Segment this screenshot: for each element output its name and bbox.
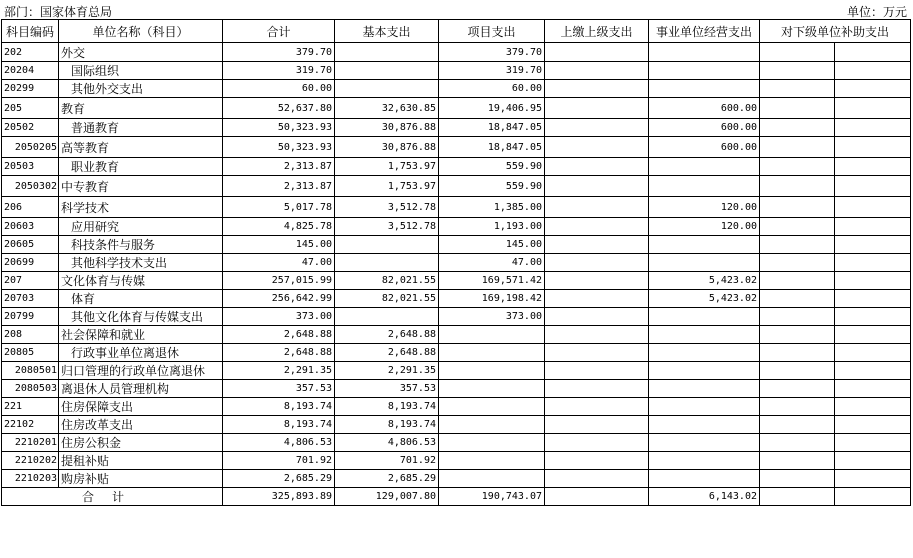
cell-code: 205 xyxy=(2,98,59,119)
cell-subsidy xyxy=(760,137,835,158)
cell-subsidy xyxy=(760,344,835,362)
cell-basic: 3,512.78 xyxy=(335,218,439,236)
cell-subsidy xyxy=(760,254,835,272)
cell-subsidy xyxy=(760,380,835,398)
cell-project: 319.70 xyxy=(439,62,545,80)
cell-project: 145.00 xyxy=(439,236,545,254)
cell-subsidy xyxy=(760,308,835,326)
cell-name: 其他文化体育与传媒支出 xyxy=(59,308,223,326)
cell-subsidy xyxy=(760,434,835,452)
cell-code: 20805 xyxy=(2,344,59,362)
cell-upper xyxy=(545,416,649,434)
cell-upper xyxy=(545,290,649,308)
cell-subsidy xyxy=(835,137,911,158)
cell-project: 559.90 xyxy=(439,176,545,197)
cell-upper xyxy=(545,362,649,380)
cell-code: 208 xyxy=(2,326,59,344)
table-row xyxy=(2,218,911,236)
cell-basic: 30,876.88 xyxy=(335,137,439,158)
cell-total: 5,017.78 xyxy=(223,197,335,218)
cell-upper xyxy=(545,218,649,236)
cell-total: 2,313.87 xyxy=(223,158,335,176)
cell-business xyxy=(649,470,760,488)
cell-project: 47.00 xyxy=(439,254,545,272)
table-row xyxy=(2,470,911,488)
cell-business: 5,423.02 xyxy=(649,290,760,308)
cell-project xyxy=(439,362,545,380)
table-row xyxy=(2,398,911,416)
cell-project: 379.70 xyxy=(439,43,545,62)
cell-subsidy xyxy=(760,176,835,197)
cell-basic: 1,753.97 xyxy=(335,158,439,176)
cell-subsidy xyxy=(835,362,911,380)
cell-subsidy xyxy=(760,197,835,218)
cell-subsidy xyxy=(835,380,911,398)
cell-subsidy xyxy=(835,272,911,290)
cell-business: 600.00 xyxy=(649,98,760,119)
cell-upper xyxy=(545,98,649,119)
cell-total: 257,015.99 xyxy=(223,272,335,290)
cell-total: 47.00 xyxy=(223,254,335,272)
cell-total: 50,323.93 xyxy=(223,137,335,158)
table-row xyxy=(2,197,911,218)
cell-upper xyxy=(545,254,649,272)
cell-business xyxy=(649,62,760,80)
cell-subsidy xyxy=(760,416,835,434)
cell-code: 207 xyxy=(2,272,59,290)
cell-total: 145.00 xyxy=(223,236,335,254)
table-row xyxy=(2,80,911,98)
col-header-code: 科目编码 xyxy=(2,20,59,43)
cell-total: 319.70 xyxy=(223,62,335,80)
cell-name: 科技条件与服务 xyxy=(59,236,223,254)
cell-name: 职业教育 xyxy=(59,158,223,176)
cell-name: 国际组织 xyxy=(59,62,223,80)
cell-project xyxy=(439,344,545,362)
cell-basic xyxy=(335,254,439,272)
cell-basic: 82,021.55 xyxy=(335,290,439,308)
cell-subsidy xyxy=(835,326,911,344)
table-row xyxy=(2,380,911,398)
table-header-row xyxy=(2,20,911,43)
cell-project: 559.90 xyxy=(439,158,545,176)
cell-code: 221 xyxy=(2,398,59,416)
totals-subsidy xyxy=(835,488,911,506)
cell-upper xyxy=(545,272,649,290)
table-row xyxy=(2,176,911,197)
cell-project: 169,571.42 xyxy=(439,272,545,290)
unit-label: 单位：万元 xyxy=(846,5,907,19)
col-header-project: 项目支出 xyxy=(439,20,545,43)
cell-code: 20703 xyxy=(2,290,59,308)
cell-name: 中专教育 xyxy=(59,176,223,197)
cell-subsidy xyxy=(760,236,835,254)
cell-subsidy xyxy=(835,416,911,434)
cell-business xyxy=(649,158,760,176)
totals-row xyxy=(2,488,911,506)
totals-label: 合计 xyxy=(2,488,223,506)
cell-project: 18,847.05 xyxy=(439,137,545,158)
cell-subsidy xyxy=(835,452,911,470)
table-row xyxy=(2,344,911,362)
cell-code: 22102 xyxy=(2,416,59,434)
cell-subsidy xyxy=(760,218,835,236)
cell-total: 373.00 xyxy=(223,308,335,326)
cell-total: 2,291.35 xyxy=(223,362,335,380)
cell-subsidy xyxy=(760,470,835,488)
totals-basic: 129,007.80 xyxy=(335,488,439,506)
cell-subsidy xyxy=(835,197,911,218)
report-header xyxy=(0,0,913,20)
cell-subsidy xyxy=(835,398,911,416)
cell-name: 住房公积金 xyxy=(59,434,223,452)
table-row xyxy=(2,254,911,272)
cell-business xyxy=(649,398,760,416)
cell-total: 2,313.87 xyxy=(223,176,335,197)
cell-business xyxy=(649,308,760,326)
cell-code: 20605 xyxy=(2,236,59,254)
cell-business xyxy=(649,326,760,344)
cell-project xyxy=(439,398,545,416)
cell-subsidy xyxy=(760,158,835,176)
cell-total: 4,806.53 xyxy=(223,434,335,452)
cell-subsidy xyxy=(760,272,835,290)
cell-business xyxy=(649,80,760,98)
cell-project xyxy=(439,416,545,434)
cell-name: 归口管理的行政单位离退休 xyxy=(59,362,223,380)
cell-name: 提租补贴 xyxy=(59,452,223,470)
cell-subsidy xyxy=(835,434,911,452)
col-header-total: 合计 xyxy=(223,20,335,43)
cell-business: 120.00 xyxy=(649,218,760,236)
cell-business: 5,423.02 xyxy=(649,272,760,290)
cell-name: 普通教育 xyxy=(59,119,223,137)
cell-total: 256,642.99 xyxy=(223,290,335,308)
cell-subsidy xyxy=(760,290,835,308)
cell-subsidy xyxy=(835,80,911,98)
col-header-basic: 基本支出 xyxy=(335,20,439,43)
col-header-upper: 上缴上级支出 xyxy=(545,20,649,43)
cell-code: 2050302 xyxy=(2,176,59,197)
cell-basic: 701.92 xyxy=(335,452,439,470)
cell-basic: 2,685.29 xyxy=(335,470,439,488)
cell-project: 19,406.95 xyxy=(439,98,545,119)
cell-subsidy xyxy=(835,158,911,176)
cell-basic: 3,512.78 xyxy=(335,197,439,218)
cell-name: 应用研究 xyxy=(59,218,223,236)
cell-project: 373.00 xyxy=(439,308,545,326)
cell-basic xyxy=(335,308,439,326)
cell-code: 20603 xyxy=(2,218,59,236)
cell-basic: 8,193.74 xyxy=(335,398,439,416)
cell-basic: 2,648.88 xyxy=(335,326,439,344)
cell-subsidy xyxy=(835,254,911,272)
table-row xyxy=(2,308,911,326)
cell-name: 其他科学技术支出 xyxy=(59,254,223,272)
cell-basic: 82,021.55 xyxy=(335,272,439,290)
cell-upper xyxy=(545,326,649,344)
cell-subsidy xyxy=(835,98,911,119)
cell-business xyxy=(649,380,760,398)
cell-upper xyxy=(545,176,649,197)
cell-name: 购房补贴 xyxy=(59,470,223,488)
col-header-business: 事业单位经营支出 xyxy=(649,20,760,43)
cell-subsidy xyxy=(760,80,835,98)
cell-name: 住房改革支出 xyxy=(59,416,223,434)
cell-subsidy xyxy=(835,218,911,236)
cell-name: 住房保障支出 xyxy=(59,398,223,416)
cell-project xyxy=(439,452,545,470)
cell-total: 2,648.88 xyxy=(223,326,335,344)
cell-project xyxy=(439,470,545,488)
cell-subsidy xyxy=(760,326,835,344)
totals-upper xyxy=(545,488,649,506)
cell-upper xyxy=(545,236,649,254)
cell-subsidy xyxy=(835,176,911,197)
cell-basic: 32,630.85 xyxy=(335,98,439,119)
cell-name: 科学技术 xyxy=(59,197,223,218)
table-row xyxy=(2,98,911,119)
table-row xyxy=(2,434,911,452)
cell-subsidy xyxy=(835,470,911,488)
cell-project: 1,193.00 xyxy=(439,218,545,236)
cell-subsidy xyxy=(760,62,835,80)
cell-code: 20299 xyxy=(2,80,59,98)
cell-upper xyxy=(545,158,649,176)
cell-upper xyxy=(545,344,649,362)
table-row xyxy=(2,137,911,158)
cell-subsidy xyxy=(835,62,911,80)
cell-total: 8,193.74 xyxy=(223,398,335,416)
cell-upper xyxy=(545,80,649,98)
cell-total: 2,685.29 xyxy=(223,470,335,488)
cell-code: 206 xyxy=(2,197,59,218)
cell-name: 行政事业单位离退休 xyxy=(59,344,223,362)
cell-code: 2080501 xyxy=(2,362,59,380)
cell-project: 169,198.42 xyxy=(439,290,545,308)
table-row xyxy=(2,119,911,137)
cell-business xyxy=(649,416,760,434)
totals-business: 6,143.02 xyxy=(649,488,760,506)
cell-total: 379.70 xyxy=(223,43,335,62)
cell-business xyxy=(649,176,760,197)
cell-business xyxy=(649,434,760,452)
cell-business xyxy=(649,344,760,362)
cell-basic xyxy=(335,62,439,80)
table-row xyxy=(2,62,911,80)
cell-project: 18,847.05 xyxy=(439,119,545,137)
cell-upper xyxy=(545,398,649,416)
cell-upper xyxy=(545,137,649,158)
cell-code: 20699 xyxy=(2,254,59,272)
cell-subsidy xyxy=(835,308,911,326)
cell-code: 20799 xyxy=(2,308,59,326)
department-label: 部门：国家体育总局 xyxy=(4,5,113,19)
cell-basic xyxy=(335,236,439,254)
cell-code: 2080503 xyxy=(2,380,59,398)
cell-name: 外交 xyxy=(59,43,223,62)
cell-upper xyxy=(545,452,649,470)
cell-name: 体育 xyxy=(59,290,223,308)
cell-business xyxy=(649,43,760,62)
cell-name: 社会保障和就业 xyxy=(59,326,223,344)
table-row xyxy=(2,452,911,470)
cell-code: 202 xyxy=(2,43,59,62)
cell-total: 8,193.74 xyxy=(223,416,335,434)
budget-table xyxy=(1,19,911,506)
cell-total: 357.53 xyxy=(223,380,335,398)
cell-subsidy xyxy=(760,362,835,380)
cell-code: 20204 xyxy=(2,62,59,80)
col-header-subsidy: 对下级单位补助支出 xyxy=(760,20,911,43)
totals-total: 325,893.89 xyxy=(223,488,335,506)
cell-business xyxy=(649,452,760,470)
table-row xyxy=(2,326,911,344)
cell-upper xyxy=(545,308,649,326)
cell-name: 其他外交支出 xyxy=(59,80,223,98)
cell-basic: 4,806.53 xyxy=(335,434,439,452)
table-row xyxy=(2,272,911,290)
cell-total: 50,323.93 xyxy=(223,119,335,137)
cell-business xyxy=(649,236,760,254)
cell-basic xyxy=(335,80,439,98)
cell-project: 1,385.00 xyxy=(439,197,545,218)
cell-upper xyxy=(545,119,649,137)
cell-subsidy xyxy=(760,452,835,470)
cell-business: 120.00 xyxy=(649,197,760,218)
table-row xyxy=(2,362,911,380)
cell-total: 4,825.78 xyxy=(223,218,335,236)
cell-basic xyxy=(335,43,439,62)
cell-business xyxy=(649,254,760,272)
cell-subsidy xyxy=(835,290,911,308)
cell-basic: 8,193.74 xyxy=(335,416,439,434)
cell-code: 2210202 xyxy=(2,452,59,470)
cell-business: 600.00 xyxy=(649,137,760,158)
cell-total: 701.92 xyxy=(223,452,335,470)
cell-code: 2210203 xyxy=(2,470,59,488)
cell-name: 教育 xyxy=(59,98,223,119)
cell-subsidy xyxy=(760,119,835,137)
cell-name: 文化体育与传媒 xyxy=(59,272,223,290)
cell-basic: 357.53 xyxy=(335,380,439,398)
totals-subsidy xyxy=(760,488,835,506)
cell-upper xyxy=(545,43,649,62)
cell-upper xyxy=(545,434,649,452)
table-row xyxy=(2,290,911,308)
cell-total: 2,648.88 xyxy=(223,344,335,362)
cell-basic: 30,876.88 xyxy=(335,119,439,137)
cell-basic: 2,291.35 xyxy=(335,362,439,380)
cell-subsidy xyxy=(835,236,911,254)
cell-upper xyxy=(545,470,649,488)
cell-code: 2050205 xyxy=(2,137,59,158)
cell-subsidy xyxy=(835,43,911,62)
cell-upper xyxy=(545,197,649,218)
cell-project: 60.00 xyxy=(439,80,545,98)
cell-subsidy xyxy=(835,344,911,362)
cell-name: 离退休人员管理机构 xyxy=(59,380,223,398)
cell-subsidy xyxy=(760,398,835,416)
cell-total: 60.00 xyxy=(223,80,335,98)
table-row xyxy=(2,236,911,254)
cell-total: 52,637.80 xyxy=(223,98,335,119)
cell-subsidy xyxy=(835,119,911,137)
cell-upper xyxy=(545,380,649,398)
table-row xyxy=(2,43,911,62)
cell-upper xyxy=(545,62,649,80)
totals-project: 190,743.07 xyxy=(439,488,545,506)
cell-business: 600.00 xyxy=(649,119,760,137)
cell-code: 20502 xyxy=(2,119,59,137)
cell-code: 2210201 xyxy=(2,434,59,452)
table-row xyxy=(2,158,911,176)
col-header-name: 单位名称（科目） xyxy=(59,20,223,43)
table-row xyxy=(2,416,911,434)
cell-project xyxy=(439,434,545,452)
cell-name: 高等教育 xyxy=(59,137,223,158)
cell-basic: 2,648.88 xyxy=(335,344,439,362)
cell-project xyxy=(439,326,545,344)
cell-code: 20503 xyxy=(2,158,59,176)
cell-subsidy xyxy=(760,98,835,119)
cell-project xyxy=(439,380,545,398)
cell-basic: 1,753.97 xyxy=(335,176,439,197)
cell-business xyxy=(649,362,760,380)
cell-subsidy xyxy=(760,43,835,62)
